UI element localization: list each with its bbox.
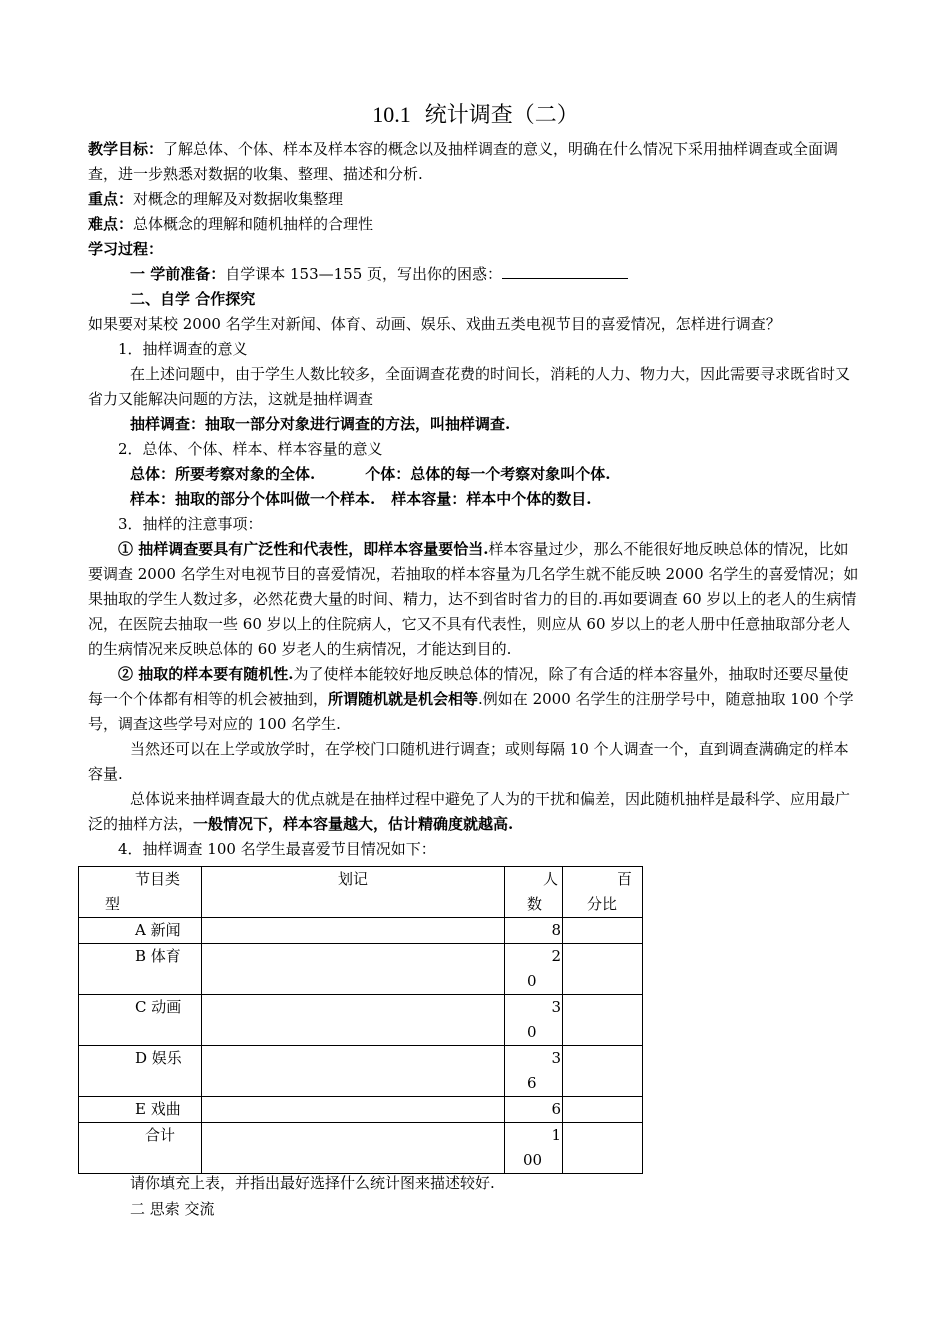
para-summary: [88, 787, 863, 837]
row-tally[interactable]: [202, 1046, 505, 1097]
title-text: 统计调查（二）: [424, 103, 579, 128]
para-summary-text: 总体说来抽样调查最大的优点就是在抽样过程中避免了人为的干扰和偏差，因此随机抽样是最科学、应用最广泛的抽样方法，: [88, 790, 851, 833]
header-type: 节目类 型: [79, 867, 202, 918]
header-tally: 划记: [202, 867, 505, 918]
row-percent[interactable]: [563, 1046, 643, 1097]
answer-blank[interactable]: [502, 262, 628, 279]
prep-label: 一 学前准备：: [130, 265, 226, 283]
row-count: 8: [505, 918, 563, 944]
key-point-label: 重点：: [88, 190, 134, 208]
row-type: C 动画: [79, 995, 202, 1046]
difficulty-text: 总体概念的理解和随机抽样的合理性: [133, 215, 374, 233]
table-row: [79, 944, 643, 995]
prep: [88, 262, 863, 287]
def-population: 总体：所要考察对象的全体.: [130, 465, 316, 483]
difficulty: [88, 212, 863, 237]
note2-bold: ② 抽取的样本要有随机性.: [118, 665, 294, 683]
page-title: [88, 100, 863, 131]
def-sample: 样本：抽取的部分个体叫做一个样本.: [130, 490, 376, 508]
document-body: [88, 100, 863, 862]
after-table: [130, 1170, 495, 1222]
note2-bold2: 所谓随机就是机会相等: [328, 690, 479, 708]
objective: [88, 137, 863, 187]
table-row: [79, 995, 643, 1046]
objective-label: 教学目标：: [88, 140, 164, 158]
para-summary-bold: 一般情况下，样本容量越大，估计精确度就越高.: [193, 815, 514, 833]
table-row: [79, 918, 643, 944]
table-row: [79, 1097, 643, 1123]
definitions-row2: [88, 487, 863, 512]
key-point: [88, 187, 863, 212]
header-percent: 百 分比: [563, 867, 643, 918]
difficulty-label: 难点：: [88, 215, 134, 233]
item4-heading: 4．抽样调查 100 名学生最喜爱节目情况如下：: [118, 840, 436, 858]
section2-heading: 二、自学 合作探究: [130, 290, 256, 308]
item1-definition: 抽样调查：抽取一部分对象进行调查的方法，叫抽样调查.: [130, 415, 511, 433]
row-percent[interactable]: [563, 944, 643, 995]
row-type: A 新闻: [79, 918, 202, 944]
objective-text: 了解总体、个体、样本及样本容的概念以及抽样调查的意义，明确在什么情况下采用抽样调查或全面调查，进一步熟悉对数据的收集、整理、描述和分析.: [88, 140, 839, 183]
note2-text-a: 为了使样本能较好地反映总体的情况，除了有合适的样本容量外，抽取时还要尽量使每一个个体都有相等的机会被抽到，: [88, 665, 849, 708]
row-type: E 戏曲: [79, 1097, 202, 1123]
title-number: 10.1: [372, 102, 411, 127]
note1-bold: ① 抽样调查要具有广泛性和代表性，即样本容量要恰当.: [118, 540, 489, 558]
section3-heading: 二 思索 交流: [130, 1200, 215, 1218]
row-count: 2 0: [505, 944, 563, 995]
item2-heading: 2．总体、个体、样本、样本容量的意义: [118, 440, 383, 458]
table-total-row: [79, 1123, 643, 1174]
row-tally[interactable]: [202, 1123, 505, 1174]
row-percent[interactable]: [563, 918, 643, 944]
prep-text: 自学课本 153—155 页，写出你的困惑：: [225, 265, 503, 283]
note1-text: 样本容量过少，那么不能很好地反映总体的情况，比如要调查 2000 名学生对电视节目的喜爱情况，若抽取的样本容量为几名学生就不能反映 2000 名学生的喜爱情况；如果抽取的学生人数过多，必然花费大量的时间、精力，达不到省时省力的目的.再如要调查 60 岁以上的老人的生病情况，在医院去抽取一些 60 岁以上的住院病人，它又不具有代表性，则应从 60 岁以上的老人册中任意抽取部分老人的生病情况来反映总体的 60 岁老人的生病情况，才能达到目的.: [88, 540, 859, 658]
key-point-text: 对概念的理解及对数据收集整理: [133, 190, 344, 208]
header-count: 人 数: [505, 867, 563, 918]
table-header-row: [79, 867, 643, 918]
para-random: 当然还可以在上学或放学时，在学校门口随机进行调查；或则每隔 10 个人调查一个，直到调查满确定的样本容量.: [88, 740, 849, 783]
row-count: 1 00: [505, 1123, 563, 1174]
item1-heading: 1．抽样调查的意义: [118, 340, 248, 358]
process-label: 学习过程：: [88, 240, 164, 258]
item1-text: 在上述问题中，由于学生人数比较多，全面调查花费的时间长，消耗的人力、物力大，因此需要寻求既省时又省力又能解决问题的方法，这就是抽样调查: [88, 365, 851, 408]
row-count: 6: [505, 1097, 563, 1123]
table-row: [79, 1046, 643, 1097]
def-individual: 个体：总体的每一个考察对象叫个体.: [365, 465, 611, 483]
row-tally[interactable]: [202, 1097, 505, 1123]
row-type: D 娱乐: [79, 1046, 202, 1097]
row-type: 合计: [79, 1123, 202, 1174]
row-type: B 体育: [79, 944, 202, 995]
row-percent[interactable]: [563, 1097, 643, 1123]
definitions-row1: [88, 462, 863, 487]
item3-heading: 3．抽样的注意事项：: [118, 515, 263, 533]
survey-table: [78, 866, 643, 1174]
row-count: 3 0: [505, 995, 563, 1046]
row-count: 3 6: [505, 1046, 563, 1097]
row-tally[interactable]: [202, 918, 505, 944]
row-tally[interactable]: [202, 995, 505, 1046]
note2-text-b: .例如在 2000 名学生的注册学号中，随意抽取 100 个学号，调查这些学号对应的 100 名学生.: [88, 690, 854, 733]
question: 如果要对某校 2000 名学生对新闻、体育、动画、娱乐、戏曲五类电视节目的喜爱情况，怎样进行调查？: [88, 315, 781, 333]
note2: [88, 662, 863, 737]
def-size: 样本容量：样本中个体的数目.: [391, 490, 592, 508]
after-table-text: 请你填充上表，并指出最好选择什么统计图来描述较好.: [130, 1174, 495, 1192]
note1: [88, 537, 863, 662]
row-percent[interactable]: [563, 995, 643, 1046]
row-percent[interactable]: [563, 1123, 643, 1174]
row-tally[interactable]: [202, 944, 505, 995]
